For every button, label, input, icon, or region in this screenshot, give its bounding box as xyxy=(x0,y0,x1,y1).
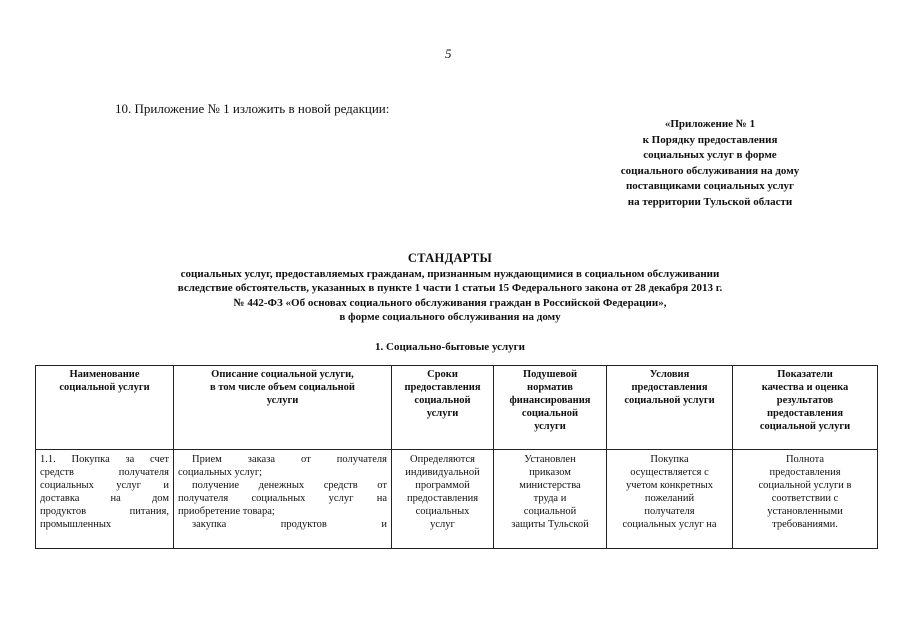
cell-line: требованиями. xyxy=(772,519,838,530)
header-line: финансирования xyxy=(509,395,591,406)
cell-line: программой xyxy=(415,480,470,491)
cell-line: Установлен xyxy=(524,454,576,465)
header-line: качества и оценка xyxy=(761,382,849,393)
cell-line: Прием заказа от получателя xyxy=(192,454,387,465)
cell-service-description xyxy=(174,450,392,549)
header-line: социальной услуги xyxy=(59,382,150,393)
cell-line: труда и xyxy=(533,493,567,504)
header-line: предоставления xyxy=(404,382,481,393)
cell-line: Определяются xyxy=(410,454,475,465)
cell-line: социальной xyxy=(523,506,577,517)
header-line: норматив xyxy=(527,382,573,393)
cell-line: Полнота xyxy=(785,454,825,465)
cell-line: пожеланий xyxy=(644,493,695,504)
cell-line: продуктов питания, xyxy=(40,506,169,517)
header-line: результатов xyxy=(776,395,834,406)
cell-line: социальной услуги в xyxy=(758,480,852,491)
section-title: 1. Социально-бытовые услуги xyxy=(375,341,525,353)
header-line: социальной xyxy=(414,395,471,406)
clause-text: 10. Приложение № 1 изложить в новой редакции: xyxy=(115,101,390,116)
header-financing-norm xyxy=(494,366,607,450)
cell-financing-norm xyxy=(494,450,607,549)
cell-line: социальных услуг; xyxy=(178,467,263,478)
cell-line: услуг xyxy=(430,519,455,530)
cell-service-name xyxy=(36,450,174,549)
standards-line: в форме социального обслуживания на дому xyxy=(339,311,561,323)
cell-service-conditions xyxy=(607,450,733,549)
cell-line: министерства xyxy=(519,480,581,491)
cell-line: осуществляется с xyxy=(630,467,709,478)
page-number: 5 xyxy=(445,46,452,61)
cell-line: получение денежных средств от xyxy=(192,480,387,491)
header-line: в том числе объем социальной xyxy=(210,382,355,393)
cell-line: получателя xyxy=(644,506,695,517)
cell-line: 1.1. Покупка за счет xyxy=(40,454,169,465)
cell-line: средств получателя xyxy=(40,467,169,478)
standards-line: № 442-ФЗ «Об основах социального обслуживания граждан в Российской Федерации», xyxy=(233,296,667,309)
cell-line: индивидуальной xyxy=(405,467,480,478)
cell-line: Покупка xyxy=(650,454,689,465)
header-quality-indicators xyxy=(733,366,878,450)
header-service-description xyxy=(174,366,392,450)
header-line: услуги xyxy=(534,421,566,432)
header-service-conditions xyxy=(607,366,733,450)
appendix-line: социального обслуживания на дому xyxy=(620,164,800,177)
standards-line: социальных услуг, предоставляемых гражданам, признанным нуждающимися в социальном обслуживании xyxy=(180,267,720,280)
cell-line: приказом xyxy=(529,467,571,478)
standards-heading: СТАНДАРТЫ xyxy=(407,251,493,265)
cell-line: соответствии с xyxy=(771,493,839,504)
table-row xyxy=(36,450,878,549)
cell-line: социальных xyxy=(415,506,470,517)
cell-line: защиты Тульской xyxy=(511,519,589,530)
cell-line: установленными xyxy=(767,506,843,517)
header-line: Описание социальной услуги, xyxy=(211,369,354,380)
header-line: социальной услуги xyxy=(624,395,715,406)
appendix-line: к Порядку предоставления xyxy=(642,133,778,146)
header-service-name xyxy=(36,366,174,450)
header-line: предоставления xyxy=(631,382,708,393)
header-line: Условия xyxy=(649,369,690,380)
cell-line: предоставления xyxy=(769,467,841,478)
appendix-line: социальных услуг в форме xyxy=(643,149,777,161)
services-table xyxy=(35,365,878,549)
appendix-header xyxy=(590,117,830,210)
cell-line: социальных услуг и xyxy=(40,480,169,491)
appendix-line: «Приложение № 1 xyxy=(664,118,756,130)
header-line: услуги xyxy=(426,408,459,419)
header-line: предоставления xyxy=(766,408,844,419)
cell-service-terms xyxy=(392,450,494,549)
cell-line: социальных услуг на xyxy=(622,519,717,530)
table-header-row xyxy=(36,366,878,450)
standards-line: вследствие обстоятельств, указанных в пункте 1 части 1 статьи 15 Федерального закона от 28 декабря 2013 г. xyxy=(177,282,723,294)
header-line: Сроки xyxy=(427,369,458,380)
header-line: Подушевой xyxy=(522,369,578,380)
cell-line: учетом конкретных xyxy=(626,480,713,491)
cell-line: приобретение товара; xyxy=(178,506,275,517)
appendix-line: поставщиками социальных услуг xyxy=(625,180,795,192)
header-service-terms xyxy=(392,366,494,450)
cell-line: предоставления xyxy=(406,493,479,504)
standards-title-block xyxy=(100,251,800,325)
cell-line: доставка на дом xyxy=(40,493,169,504)
cell-line: получателя социальных услуг на xyxy=(178,493,387,504)
cell-line: закупка продуктов и xyxy=(192,519,387,530)
cell-quality-indicators xyxy=(733,450,878,549)
header-line: социальной услуги xyxy=(759,421,851,432)
header-line: услуги xyxy=(266,395,299,406)
header-line: социальной xyxy=(521,408,579,419)
header-line: Наименование xyxy=(69,369,140,380)
cell-line: промышленных xyxy=(40,519,112,530)
appendix-line: на территории Тульской области xyxy=(627,195,793,208)
header-line: Показатели xyxy=(777,369,833,380)
